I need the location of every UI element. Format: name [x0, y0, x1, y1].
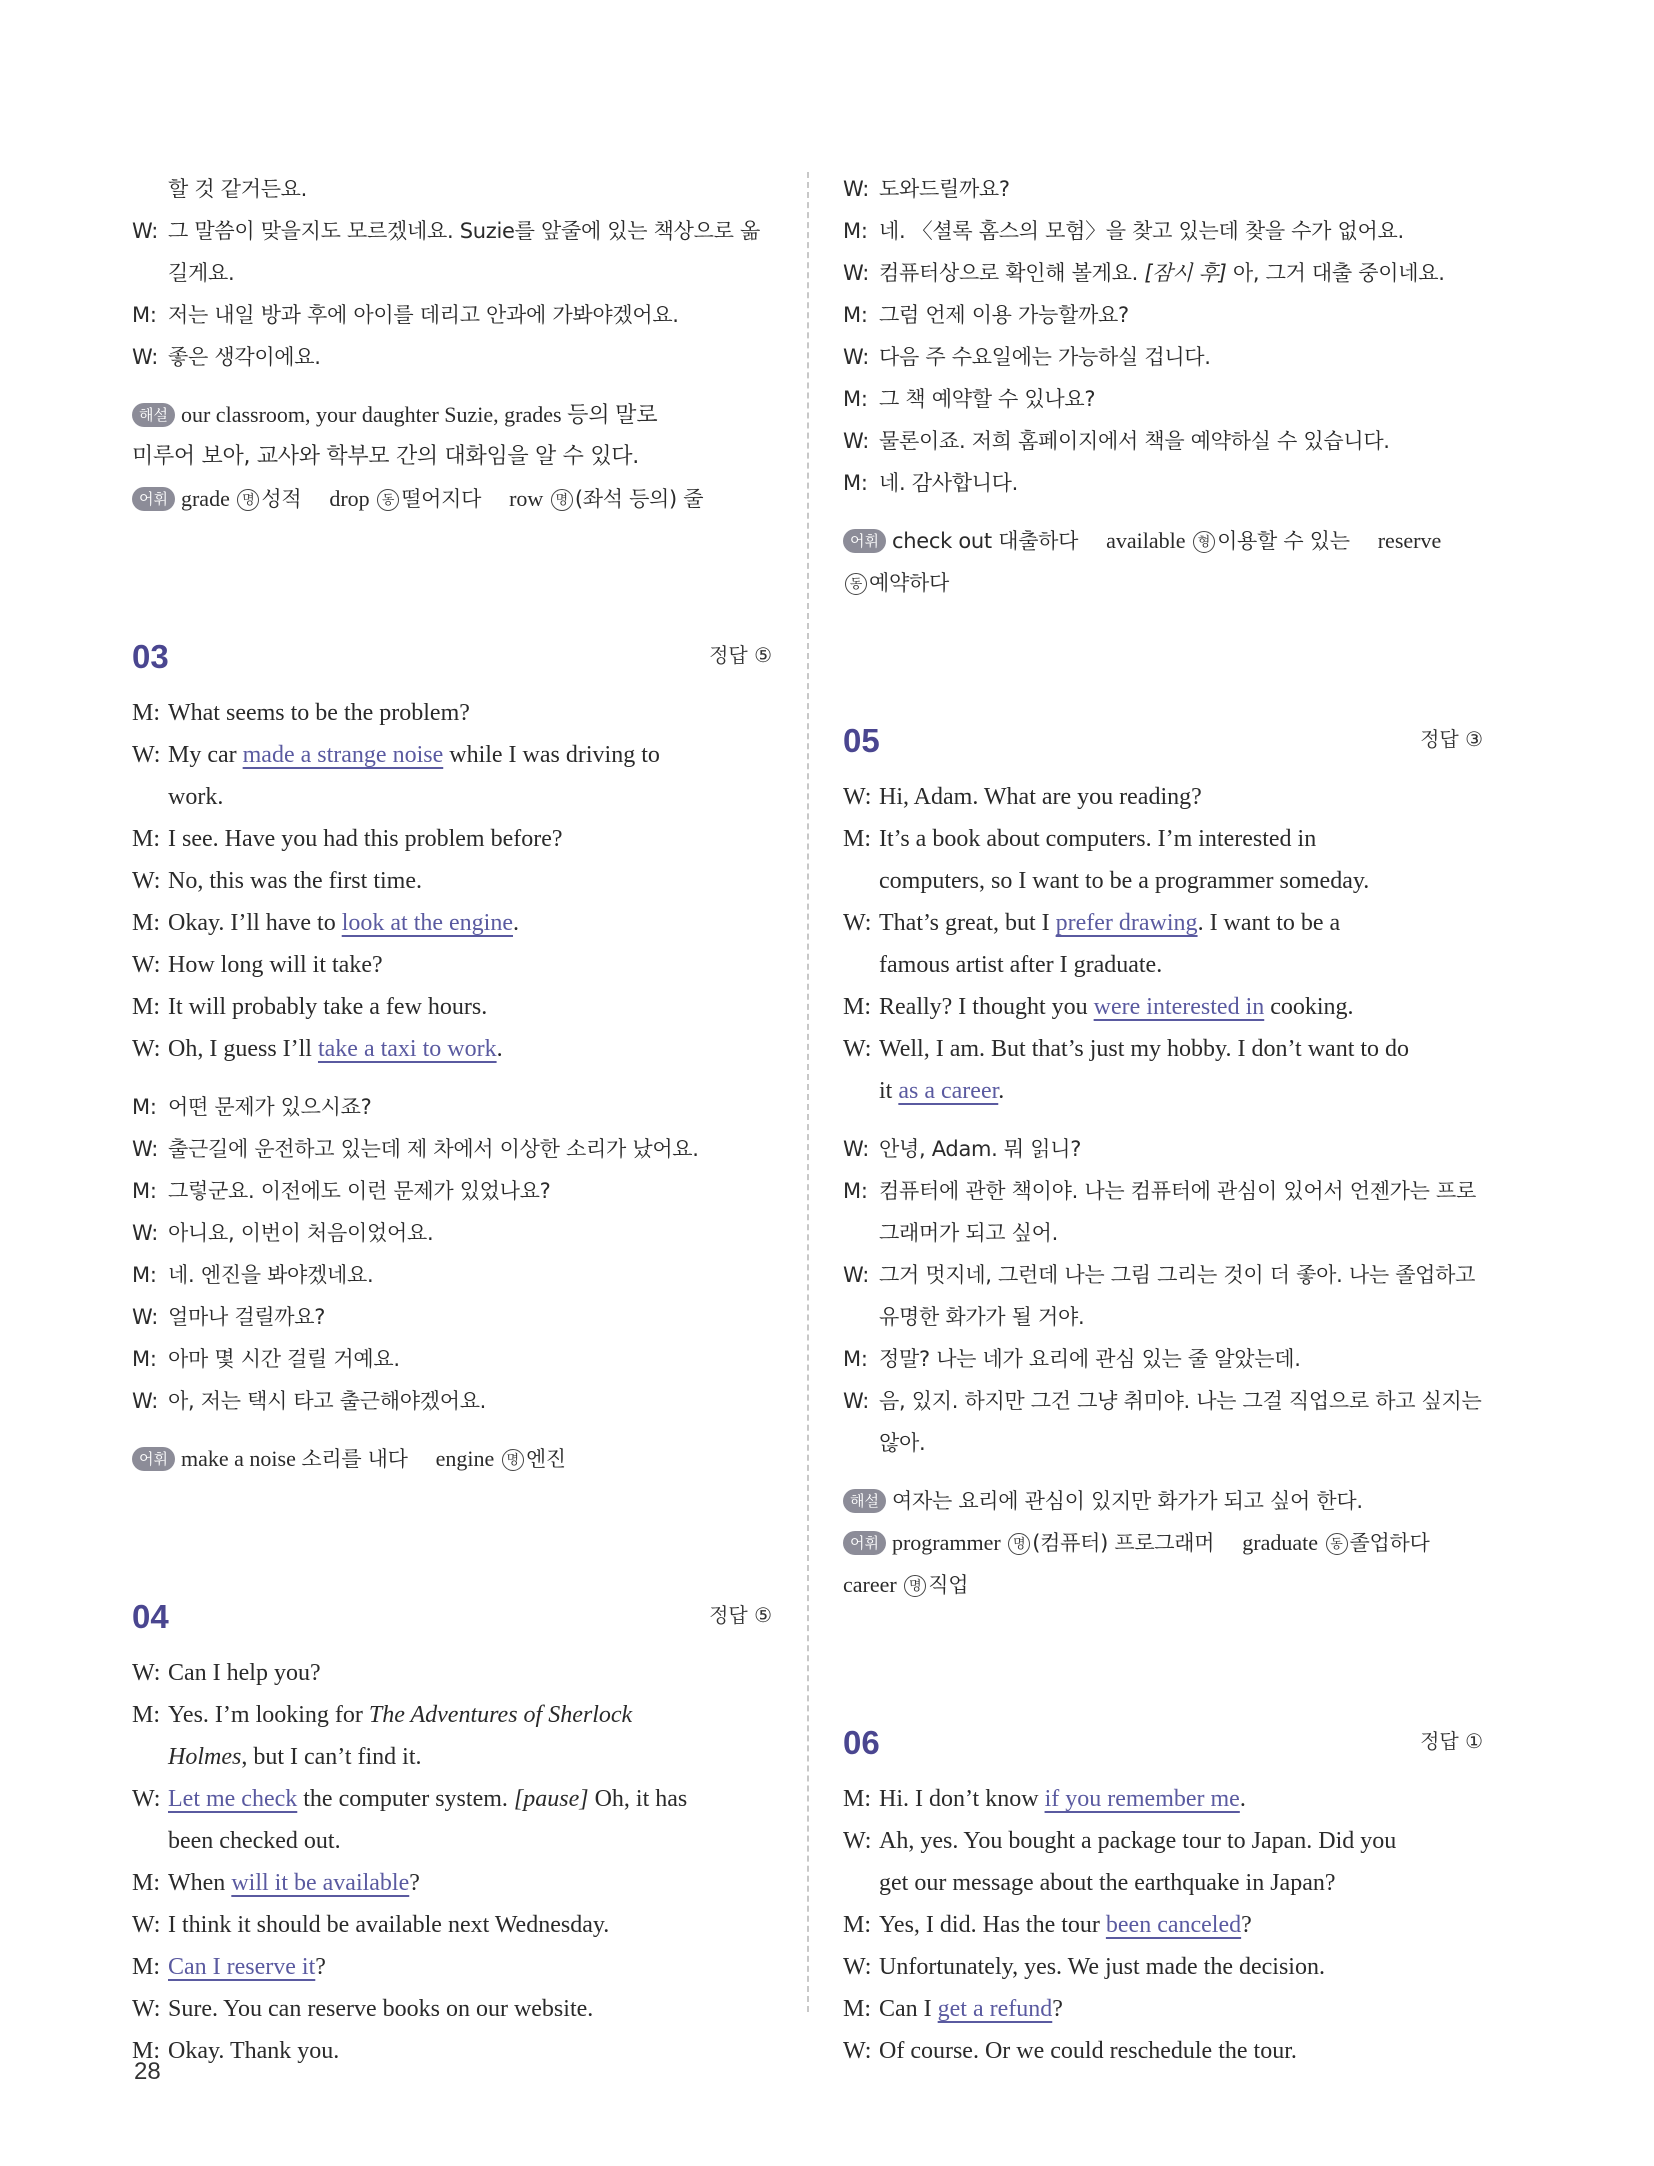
blank-answer: look at the engine [341, 910, 513, 936]
translation-line: W: 컴퓨터상으로 확인해 볼게요. [잠시 후] 아, 그거 대출 중이네요. [843, 261, 1445, 285]
translation-line: M: 그 책 예약할 수 있나요? [843, 387, 1096, 411]
translation-line: W: 아니요, 이번이 처음이었어요. [132, 1221, 434, 1245]
translation-line: W: 얼마나 걸릴까요? [132, 1305, 326, 1329]
translation-line: W: 물론이죠. 저희 홈페이지에서 책을 예약하실 수 있습니다. [843, 429, 1390, 453]
translation-line: M: 그럼 언제 이용 가능할까요? [843, 303, 1129, 327]
vocab-note: 어휘 grade 명 성적 drop 동 떨어지다 row 명 (좌석 등의) 줄 [132, 478, 772, 520]
vocab-badge: 어휘 [843, 1531, 886, 1555]
blank-answer: made a strange noise [242, 742, 444, 768]
dialogue-line: M: Hi. I don’t know if you remember me. [843, 1786, 1246, 1812]
dialogue-line: W: Hi, Adam. What are you reading? [843, 784, 1202, 810]
dialogue-line: M: Yes, I did. Has the tour been canceled? [843, 1912, 1252, 1938]
dialogue-line: M: When will it be available? [132, 1870, 420, 1896]
explanation-note-cont: 미루어 보아, 교사와 학부모 간의 대화임을 알 수 있다. [132, 444, 639, 469]
translation-line: W: 출근길에 운전하고 있는데 제 차에서 이상한 소리가 났어요. [132, 1137, 699, 1161]
dialogue-line: W: How long will it take? [132, 952, 383, 978]
dialogue-line: W: That’s great, but I prefer drawing. I want to be a [843, 910, 1341, 936]
dialogue-line: W: 그 말씀이 맞을지도 모르겠네요. Suzie를 앞줄에 있는 책상으로 옮 [132, 219, 760, 243]
dialogue-line: M: It will probably take a few hours. [132, 994, 488, 1020]
blank-answer: been canceled [1105, 1912, 1242, 1938]
vocab-note: 어휘 programmer 명 (컴퓨터) 프로그래머 graduate 동 졸업하다 [843, 1522, 1483, 1564]
vocab-note: 어휘 check out 대출하다 available 형 이용할 수 있는 reserve [843, 520, 1483, 562]
vocab-note: 어휘 make a noise 소리를 내다 engine 명 엔진 [132, 1438, 772, 1480]
vocab-note-cont: career 명 직업 [843, 1572, 969, 1597]
blank-answer: Can I reserve it [168, 1954, 316, 1980]
dialogue-line: W: Well, I am. But that’s just my hobby. I don’t want to do [843, 1036, 1410, 1062]
left-column [132, 168, 772, 2072]
explanation-note: 해설 our classroom, your daughter Suzie, grades 등의 말로 [132, 394, 772, 436]
dialogue-line: W: Sure. You can reserve books on our website. [132, 1996, 594, 2022]
explanation-note: 해설 여자는 요리에 관심이 있지만 화가가 되고 싶어 한다. [843, 1480, 1483, 1522]
translation-line: M: 네. 감사합니다. [843, 471, 1019, 495]
dialogue-line: M: Really? I thought you were interested in cooking. [843, 994, 1354, 1020]
blank-answer: get a refund [937, 1996, 1053, 2022]
translation-line: M: 그렇군요. 이전에도 이런 문제가 있었나요? [132, 1179, 551, 1203]
dialogue-line: W: Oh, I guess I’ll take a taxi to work. [132, 1036, 503, 1062]
answer-label: 정답 ⑤ [709, 1603, 772, 1627]
page-number: 28 [134, 2058, 161, 2085]
dialogue-line: W: Can I help you? [132, 1660, 321, 1686]
translation-line: M: 아마 몇 시간 걸릴 거예요. [132, 1347, 400, 1371]
section-03-header [132, 616, 772, 676]
dialogue-line: M: What seems to be the problem? [132, 700, 470, 726]
explanation-badge: 해설 [843, 1489, 886, 1513]
translation-line: M: 정말? 나는 네가 요리에 관심 있는 줄 알았는데. [843, 1347, 1301, 1371]
vocab-badge: 어휘 [843, 529, 886, 553]
dialogue-line: W: Unfortunately, yes. We just made the decision. [843, 1954, 1325, 1980]
dialogue-line: it as a career. [879, 1078, 1005, 1104]
dialogue-line: M: Okay. Thank you. [132, 2038, 340, 2064]
dialogue-line: M: Okay. I’ll have to look at the engine. [132, 910, 519, 936]
dialogue-line: M: I see. Have you had this problem before? [132, 826, 563, 852]
translation-line: M: 네. 엔진을 봐야겠네요. [132, 1263, 374, 1287]
section-04-header [132, 1576, 772, 1636]
translation-line: W: 안녕, Adam. 뭐 읽니? [843, 1137, 1082, 1161]
section-number: 05 [843, 722, 880, 759]
dialogue-line: 할 것 같거든요. [168, 177, 308, 201]
dialogue-line: 길게요. [168, 261, 235, 285]
dialogue-line: Holmes, but I can’t find it. [168, 1744, 422, 1770]
dialogue-line: W: No, this was the first time. [132, 868, 422, 894]
blank-answer: Let me check [168, 1786, 298, 1812]
section-05-header [843, 700, 1483, 760]
blank-answer: will it be available [231, 1870, 410, 1896]
vocab-badge: 어휘 [132, 1447, 175, 1471]
translation-line: M: 컴퓨터에 관한 책이야. 나는 컴퓨터에 관심이 있어서 언젠가는 프로 [843, 1179, 1476, 1203]
translation-line: M: 어떤 문제가 있으시죠? [132, 1095, 372, 1119]
dialogue-line: M: Can I reserve it? [132, 1954, 326, 1980]
column-divider [807, 172, 809, 2012]
dialogue-line: M: Yes. I’m looking for The Adventures of Sherlock [132, 1702, 633, 1728]
dialogue-line: work. [168, 784, 224, 810]
dialogue-line: W: 좋은 생각이에요. [132, 345, 321, 369]
translation-line: W: 아, 저는 택시 타고 출근해야겠어요. [132, 1389, 487, 1413]
dialogue-line: W: Let me check the computer system. [pause] Oh, it has [132, 1786, 688, 1812]
answer-label: 정답 ① [1420, 1729, 1483, 1753]
translation-line: 그래머가 되고 싶어. [879, 1221, 1059, 1245]
translation-line: W: 다음 주 수요일에는 가능하실 겁니다. [843, 345, 1211, 369]
dialogue-line: W: Of course. Or we could reschedule the tour. [843, 2038, 1297, 2064]
explanation-badge: 해설 [132, 403, 175, 427]
translation-line: W: 도와드릴까요? [843, 177, 1010, 201]
translation-line: W: 그거 멋지네, 그런데 나는 그림 그리는 것이 더 좋아. 나는 졸업하고 [843, 1263, 1476, 1287]
translation-line: M: 네. 〈셜록 홈스의 모험〉을 찾고 있는데 찾을 수가 없어요. [843, 219, 1404, 243]
blank-answer: as a career [898, 1078, 999, 1104]
dialogue-line: W: Ah, yes. You bought a package tour to Japan. Did you [843, 1828, 1397, 1854]
answer-label: 정답 ⑤ [709, 643, 772, 667]
section-number: 04 [132, 1598, 169, 1635]
dialogue-line: been checked out. [168, 1828, 341, 1854]
section-06-header [843, 1702, 1483, 1762]
dialogue-line: M: Can I get a refund? [843, 1996, 1063, 2022]
translation-line: 유명한 화가가 될 거야. [879, 1305, 1085, 1329]
dialogue-line: W: I think it should be available next Wednesday. [132, 1912, 610, 1938]
dialogue-line: M: It’s a book about computers. I’m interested in [843, 826, 1317, 852]
vocab-note-cont: 동 예약하다 [843, 562, 1483, 604]
dialogue-line: M: 저는 내일 방과 후에 아이를 데리고 안과에 가봐야겠어요. [132, 303, 679, 327]
blank-answer: if you remember me [1044, 1786, 1240, 1812]
dialogue-line: W: My car made a strange noise while I was driving to [132, 742, 660, 768]
translation-line: 않아. [879, 1431, 926, 1455]
blank-answer: prefer drawing [1055, 910, 1198, 936]
answer-label: 정답 ③ [1420, 727, 1483, 751]
section-number: 06 [843, 1724, 880, 1761]
right-column [843, 168, 1483, 2072]
blank-answer: were interested in [1093, 994, 1265, 1020]
translation-line: W: 음, 있지. 하지만 그건 그냥 취미야. 나는 그걸 직업으로 하고 싶지는 [843, 1389, 1482, 1413]
section-number: 03 [132, 638, 169, 675]
vocab-badge: 어휘 [132, 487, 175, 511]
dialogue-line: get our message about the earthquake in Japan? [879, 1870, 1336, 1896]
dialogue-line: famous artist after I graduate. [879, 952, 1163, 978]
blank-answer: take a taxi to work [317, 1036, 497, 1062]
dialogue-line: computers, so I want to be a programmer someday. [879, 868, 1370, 894]
